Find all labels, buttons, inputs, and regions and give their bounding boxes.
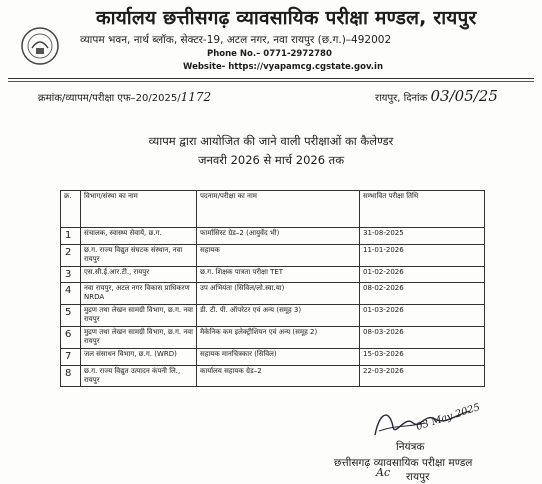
cell-exam-name: छ.ग. शिक्षक पात्रता परीक्षा TET — [197, 266, 360, 283]
vyapam-logo-icon — [20, 26, 60, 66]
cell-exam-date: 08-02-2026 — [360, 283, 485, 305]
header-exam-date: सम्भावित परीक्षा तिथि — [360, 191, 485, 228]
letterhead-address: व्यापम भवन, नार्थ ब्लॉक, सेक्टर-19, अटल नगर, नवा रायपुर (छ.ग.)–492002 — [80, 34, 392, 46]
calendar-subheading: जनवरी 2026 से मार्च 2026 तक — [197, 153, 345, 167]
signatory-organization: छत्तीसगढ़ व्यावसायिक परीक्षा मण्डल — [334, 457, 473, 469]
reference-date — [375, 87, 498, 105]
letterhead-phone: Phone No.– 0771-2972780 — [207, 49, 332, 59]
table-row — [61, 283, 485, 305]
cell-department: छ.ग. राज्य विद्युत उत्पादन कंपनी लि., रायपुर — [81, 365, 197, 387]
reference-number-prefix: क्रमांक/व्यापम/परीक्षा एफ–20/2025/ — [38, 93, 181, 104]
cell-department: मुद्रण तथा लेखन सामग्री विभाग, छ.ग. नवा रायपुर — [81, 327, 197, 349]
letterhead-divider-thin — [8, 81, 534, 82]
cell-department: जल संसाधन विभाग, छ.ग. (WRD) — [81, 349, 197, 366]
header-serial: क्र. — [61, 191, 81, 228]
cell-serial: 3 — [61, 266, 81, 283]
cell-exam-name: कार्यालय सहायक ग्रेड–2 — [197, 365, 360, 387]
cell-exam-date: 31-08-2025 — [360, 228, 485, 245]
cell-serial: 7 — [61, 349, 81, 366]
signatory-city: रायपुर — [406, 471, 430, 483]
table-row — [61, 349, 485, 366]
letterhead-divider — [8, 78, 534, 79]
reference-date-handwritten: 03/05/25 — [430, 87, 498, 105]
cell-exam-date: 15-03-2026 — [360, 349, 485, 366]
cell-department: नवा रायपुर, अटल नगर विकास प्राधिकरण NRDA — [81, 283, 197, 305]
cell-exam-name: सहायक — [197, 244, 360, 266]
cell-exam-name: उप अभियंता (सिविल/लो.स्वा.या) — [197, 283, 360, 305]
cell-exam-date: 08-03-2026 — [360, 327, 485, 349]
table-row — [61, 244, 485, 266]
table-row — [61, 305, 485, 327]
table-row — [61, 365, 485, 387]
cell-serial: 8 — [61, 365, 81, 387]
table-row — [61, 266, 485, 283]
header-department: विभाग/संस्था का नाम — [81, 191, 197, 228]
cell-exam-name: फार्मासिस्ट ग्रेड–2 (आयुर्वेद भी) — [197, 228, 360, 245]
cell-serial: 6 — [61, 327, 81, 349]
cell-exam-date: 01-02-2026 — [360, 266, 485, 283]
cell-department: एस.सी.ई.आर.टी., रायपुर — [81, 266, 197, 283]
table-row — [61, 228, 485, 245]
signature-initial: Ac — [376, 466, 391, 479]
reference-number — [38, 90, 211, 104]
header-exam-name: पदनाम/परीक्षा का नाम — [197, 191, 360, 228]
table-row — [61, 327, 485, 349]
cell-department: संचालक, स्वास्थ्य सेवायें, छ.ग. — [81, 228, 197, 245]
letterhead-website: Website- https://vyapamcg.cgstate.gov.in — [183, 62, 383, 72]
calendar-heading: व्यापम द्वारा आयोजित की जाने वाली परीक्षाओं का कैलेण्डर — [148, 134, 394, 148]
letterhead-title: कार्यालय छत्तीसगढ़ व्यावसायिक परीक्षा मण्डल, रायपुर — [96, 7, 477, 29]
exam-calendar-table — [60, 190, 485, 387]
cell-department: छ.ग. राज्य विद्युत संघटक संस्थान, नवा रायपुर — [81, 244, 197, 266]
table-header-row — [61, 191, 485, 228]
cell-serial: 4 — [61, 283, 81, 305]
reference-date-prefix: रायपुर, दिनांक — [375, 93, 428, 104]
cell-exam-name: मैकेनिक कम इलेक्ट्रीशियन एवं अन्य (समूह 2) — [197, 327, 360, 349]
signature-date: 03 May 2025 — [414, 402, 482, 433]
reference-number-handwritten: 1172 — [180, 90, 212, 104]
cell-serial: 2 — [61, 244, 81, 266]
cell-serial: 1 — [61, 228, 81, 245]
cell-department: मुद्रण तथा लेखन सामग्री विभाग, छ.ग. नवा रायपुर — [81, 305, 197, 327]
cell-exam-name: डी. टी. पी. ऑपरेटर एवं अन्य (समूह 3) — [197, 305, 360, 327]
cell-exam-date: 22-03-2026 — [360, 365, 485, 387]
cell-serial: 5 — [61, 305, 81, 327]
cell-exam-date: 11-01-2026 — [360, 244, 485, 266]
cell-exam-date: 01-03-2026 — [360, 305, 485, 327]
cell-exam-name: सहायक मानचित्रकार (सिविल) — [197, 349, 360, 366]
signatory-designation: नियंत्रक — [396, 441, 425, 453]
